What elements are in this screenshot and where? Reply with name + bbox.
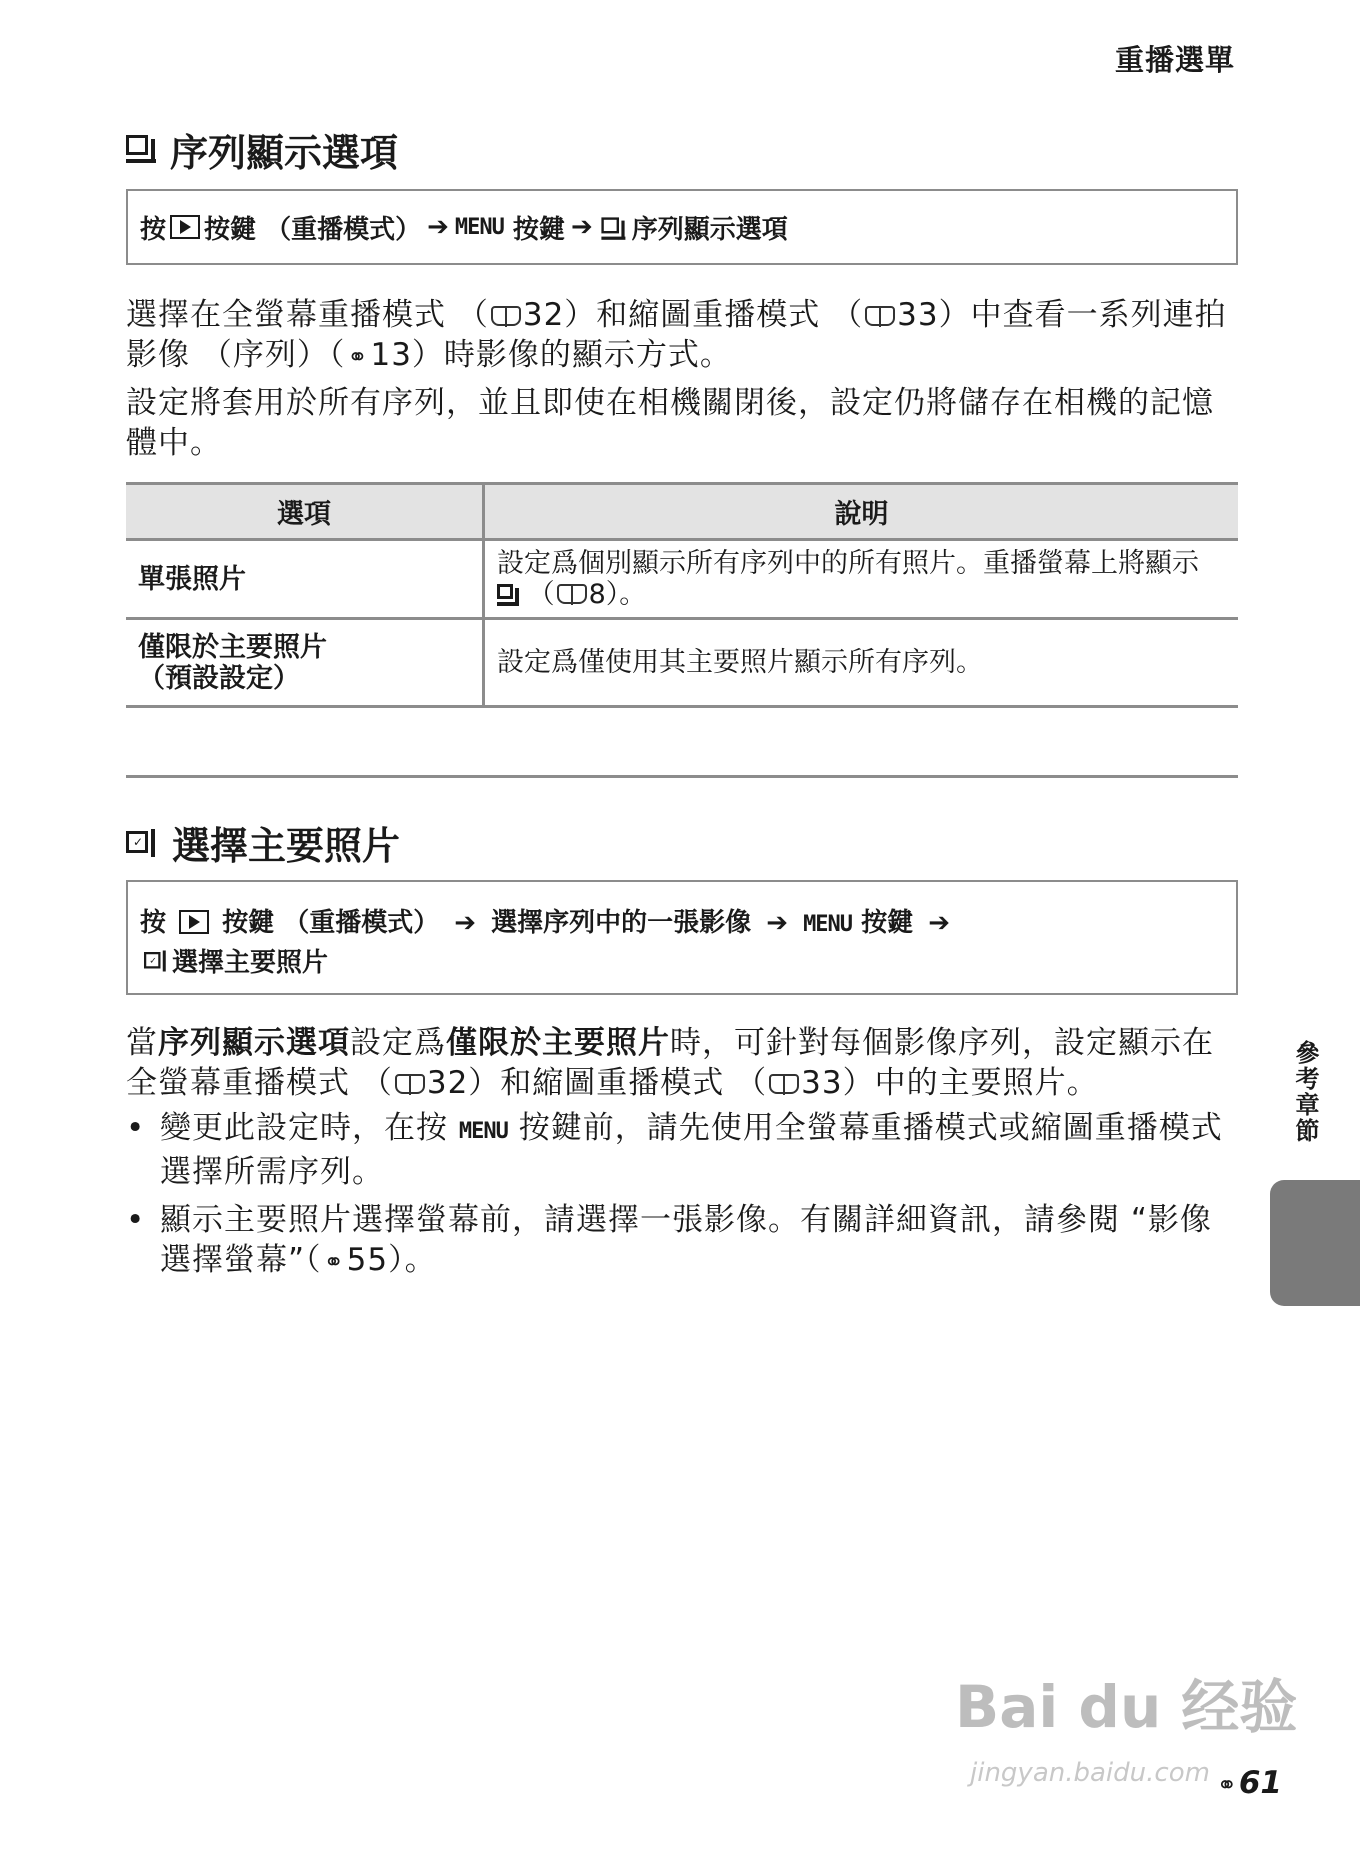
path-text: 按 [140, 214, 167, 245]
menu-key-label: MENU [803, 912, 853, 937]
notes-list [126, 1108, 1238, 1290]
side-tab-marker [1270, 1180, 1360, 1306]
section-divider [126, 775, 1238, 778]
reference-section-icon: ⚭ [323, 1248, 345, 1276]
reference-section-icon: ⚭ [1216, 1771, 1237, 1799]
reference-book-icon [491, 306, 521, 326]
reference-book-icon [395, 1074, 425, 1094]
key-picture-icon: ✓ [126, 827, 158, 859]
menu-key-label: MENU [454, 214, 504, 240]
arrow-icon: ➔ [570, 212, 593, 242]
settings-note-paragraph: 設定將套用於所有序列，並且即使在相機關閉後，設定仍將儲存在相機的記憶體中。 [126, 385, 1214, 461]
option-cell: 單張照片 [126, 540, 484, 619]
table-header-description: 說明 [484, 484, 1239, 540]
key-picture-icon: ✓ [144, 949, 168, 973]
options-table [126, 482, 1238, 708]
table-header-option: 選項 [126, 484, 484, 540]
option-cell: 僅限於主要照片 （預設設定） [126, 619, 484, 707]
reference-book-icon [769, 1074, 799, 1094]
sequence-icon [601, 217, 620, 236]
play-button-icon [179, 910, 209, 934]
arrow-icon: ➔ [427, 212, 449, 242]
page-header-title: 重播選單 [1114, 43, 1235, 77]
watermark-logo: Bai du 经验 [955, 1673, 1298, 1741]
reference-book-icon [557, 584, 587, 604]
description-cell: 設定爲個別顯示所有序列中的所有照片。重播螢幕上將顯示 （ 8）。 [484, 540, 1239, 619]
path-text: 序列顯示選項 [631, 214, 788, 245]
intro-paragraph: 選擇在全螢幕重播模式 （ 32）和縮圖重播模式 （ 33）中查看一系列連拍影像 （序列）（⚭13）時影像的顯示方式。 [126, 295, 1238, 377]
section-title-sequence-display [126, 122, 398, 177]
list-item: • 變更此設定時，在按 MENU 按鍵前，請先使用全螢幕重播模式或縮圖重播模式選擇所需序列。 [126, 1110, 1223, 1190]
section-title-choose-key-picture [126, 815, 400, 870]
sequence-icon [497, 584, 519, 606]
reference-section-icon: ⚭ [347, 343, 369, 371]
section-title-text: 序列顯示選項 [170, 131, 399, 175]
menu-key-label: MENU [458, 1119, 508, 1144]
sequence-icon [126, 135, 156, 165]
table-row [126, 540, 1238, 619]
list-item: • 顯示主要照片選擇螢幕前，請選擇一張影像。有關詳細資訊，請參閱 “影像選擇螢幕”（⚭55）。 [126, 1200, 1238, 1282]
arrow-icon: ➔ [454, 908, 477, 938]
reference-book-icon [865, 306, 895, 326]
arrow-icon: ➔ [928, 908, 950, 938]
page-number: ⚭61 [1216, 1765, 1282, 1801]
path-text: 按鍵 [512, 214, 565, 245]
section-title-text: 選擇主要照片 [172, 824, 401, 868]
key-picture-paragraph: 當序列顯示選項設定爲僅限於主要照片時，可針對每個影像序列，設定顯示在全螢幕重播模式 （ 32）和縮圖重播模式 （ 33）中的主要照片。 [126, 1025, 1214, 1101]
description-cell: 設定爲僅使用其主要照片顯示所有序列。 [484, 619, 1239, 707]
play-button-icon [170, 215, 200, 239]
arrow-icon: ➔ [766, 908, 788, 938]
menu-path-box [126, 189, 1238, 265]
menu-path-box: 按 按鍵 （重播模式） ➔ 選擇序列中的一張影像 ➔ MENU 按鍵 ➔ ✓ 選擇主要照片 [126, 880, 1238, 995]
table-row [126, 619, 1238, 707]
side-section-label: 參考章節 [1291, 1040, 1319, 1144]
watermark-url: jingyan.baidu.com [970, 1758, 1210, 1788]
path-text: 按鍵 （重播模式） [204, 214, 422, 245]
